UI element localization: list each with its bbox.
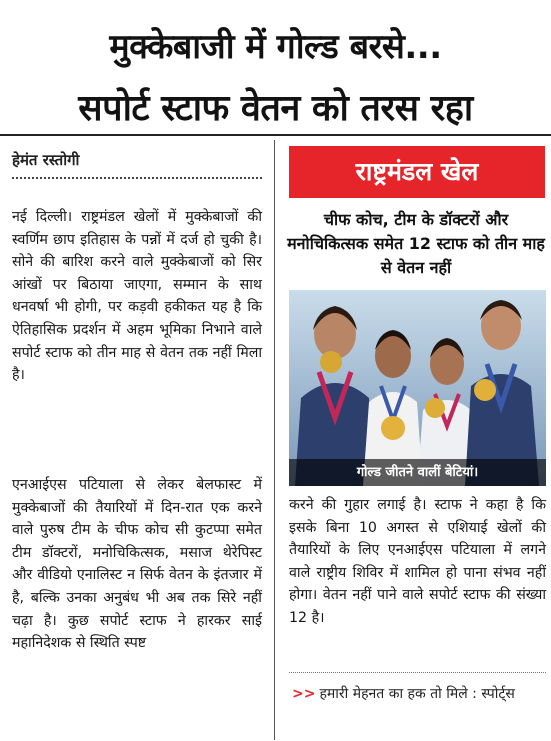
section-banner: राष्ट्रमंडल खेल bbox=[289, 146, 545, 198]
body-paragraph-1: नई दिल्ली। राष्ट्रमंडल खेलों में मुक्केबाजों की स्वर्णिम छाप इतिहास के पन्नों में दर्ज हो चुकी है। सोने की बारिश करने वाले मुक्केबाजों को सिर आंखों पर बिठाया जाएगा, सम्मान के साथ धनवर्षा भी होगी, पर कड़वी हकीकत यह है कि ऐतिहासिक प्रदर्शन में अहम भूमिका निभाने वाले सपोर्ट स्टाफ को तीन माह से वेतन तक नहीं मिला है। bbox=[12, 209, 262, 384]
photo-caption: गोल्ड जीतने वालीं बेटियां। bbox=[289, 459, 546, 486]
double-chevron-icon: >> bbox=[292, 686, 316, 702]
related-story-text: हमारी मेहनत का हक तो मिले : स्पोर्ट्स bbox=[319, 686, 515, 702]
byline-divider bbox=[12, 177, 262, 179]
headline-divider bbox=[0, 134, 551, 136]
article-column-left-bottom bbox=[12, 474, 262, 655]
headline-line-2: सपोर्ट स्टाफ वेतन को तरस रहा bbox=[78, 88, 473, 129]
byline: हेमंत रस्तोगी bbox=[12, 151, 80, 169]
subheadline: चीफ कोच, टीम के डॉक्टरों और मनोचिकित्सक समेत 12 स्टाफ को तीन माह से वेतन नहीं bbox=[287, 210, 545, 277]
related-story-link[interactable] bbox=[292, 683, 547, 706]
body-paragraph-3: करने की गुहार लगाई है। स्टाफ ने कहा है कि इसके बिना 10 अगस्त से एशियाई खेलों की तैयारियों के लिए एनआईएस पटियाला में लगने वाले राष्ट्रीय शिविर में शामिल हो पाना संभव नहीं होगा। वेतन नहीं पाने वाले सपोर्ट स्टाफ की संख्या 12 है। bbox=[289, 497, 546, 626]
body-paragraph-2: एनआईएस पटियाला से लेकर बेलफास्ट में मुक्केबाजों की तैयारियों में दिन-रात एक करने वाले पुरुष टीम के चीफ कोच सी कुटप्पा समेत टीम डॉक्टरों, मनोचिकित्सक, मसाज थेरेपिस्ट और वीडियो एनालिस्ट न सिर्फ वेतन के इंतजार में है, बल्कि उनका अनुबंध भी अब तक सिरे नहीं चढ़ा है। कुछ सपोर्ट स्टाफ ने हारकर साई महानिदेशक से स्थिति स्पष्ट bbox=[12, 477, 262, 652]
headline-line-1: मुक्केबाजी में गोल्ड बरसे... bbox=[109, 27, 442, 67]
boxers-photo bbox=[289, 290, 546, 486]
article-column-left-top bbox=[12, 206, 262, 387]
boxers-photo-illustration bbox=[289, 290, 546, 486]
related-divider bbox=[289, 672, 546, 673]
column-divider bbox=[274, 140, 275, 740]
article-column-right bbox=[289, 494, 546, 630]
